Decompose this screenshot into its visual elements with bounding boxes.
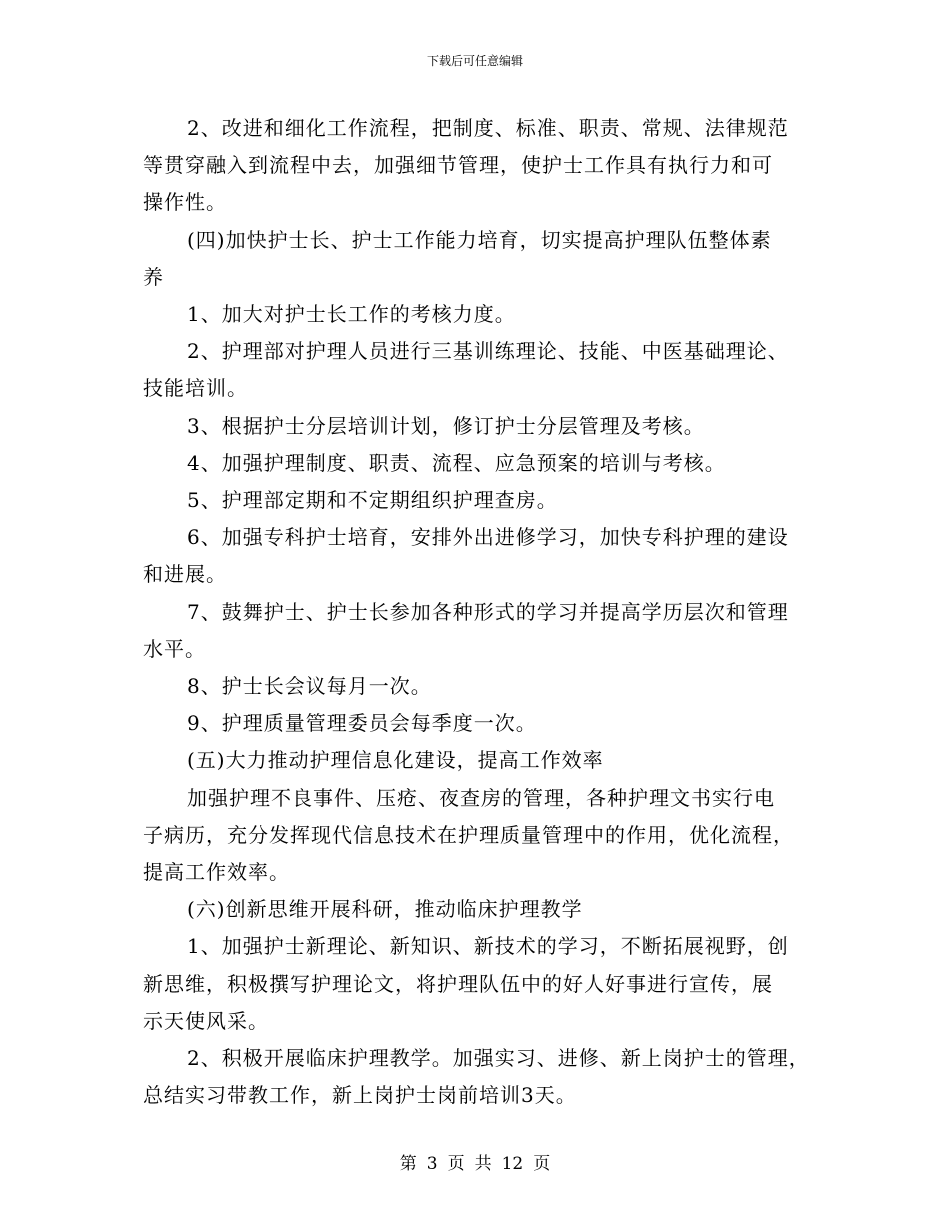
total-pages-number: 12 [501, 1154, 524, 1174]
text-line: 9、护理质量管理委员会每季度一次。 [187, 711, 537, 736]
text-line: 加强护理不良事件、压疮、夜查房的管理，各种护理文书实行电 [187, 785, 775, 810]
section-heading-line: 养 [143, 264, 164, 289]
text-line: 5、护理部定期和不定期组织护理查房。 [187, 488, 558, 513]
text-line: 7、鼓舞护士、护士长参加各种形式的学习并提高学历层次和管理 [187, 599, 789, 624]
page-label-unit: 页 [447, 1154, 465, 1174]
text-line: 新思维，积极撰写护理论文，将护理队伍中的好人好事进行宣传，展 [143, 971, 773, 996]
text-line: 总结实习带教工作，新上岗护士岗前培训3天。 [143, 1083, 577, 1108]
total-label-unit: 页 [533, 1154, 551, 1174]
text-line: 水平。 [143, 636, 206, 661]
text-line: 6、加强专科护士培育，安排外出进修学习，加快专科护理的建设 [187, 525, 789, 550]
page-footer [0, 1152, 950, 1176]
section-heading-line: (四)加快护士长、护士工作能力培育，切实提高护理队伍整体素 [187, 227, 772, 252]
text-line: 8、护士长会议每月一次。 [187, 674, 432, 699]
text-line: 1、加大对护士长工作的考核力度。 [187, 302, 516, 327]
text-line: 操作性。 [143, 190, 227, 215]
text-line: 1、加强护士新理论、新知识、新技术的学习，不断拓展视野，创 [187, 934, 789, 959]
text-line: 4、加强护理制度、职责、流程、应急预案的培训与考核。 [187, 450, 726, 475]
current-page-number: 3 [426, 1154, 438, 1174]
section-heading-line: (五)大力推动护理信息化建设，提高工作效率 [187, 748, 604, 773]
text-line: 技能培训。 [143, 376, 248, 401]
text-line: 和进展。 [143, 562, 227, 587]
text-line: 子病历，充分发挥现代信息技术在护理质量管理中的作用，优化流程， [143, 822, 794, 847]
text-line: 2、积极开展临床护理教学。加强实习、进修、新上岗护士的管理， [187, 1046, 810, 1071]
page-header [0, 53, 950, 69]
text-line: 2、护理部对护理人员进行三基训练理论、技能、中医基础理论、 [187, 339, 789, 364]
text-line: 示天使风采。 [143, 1008, 269, 1033]
header-text: 下载后可任意编辑 [426, 54, 523, 68]
total-label-prefix: 共 [474, 1154, 492, 1174]
text-line: 提高工作效率。 [143, 860, 290, 885]
document-body [143, 110, 815, 1114]
page-label-prefix: 第 [399, 1154, 417, 1174]
text-line: 3、根据护士分层培训计划，修订护士分层管理及考核。 [187, 413, 705, 438]
text-line: 2、改进和细化工作流程，把制度、标准、职责、常规、法律规范 [187, 116, 789, 140]
section-heading-line: (六)创新思维开展科研，推动临床护理教学 [187, 897, 583, 922]
text-line: 等贯穿融入到流程中去，加强细节管理，使护士工作具有执行力和可 [143, 153, 773, 178]
